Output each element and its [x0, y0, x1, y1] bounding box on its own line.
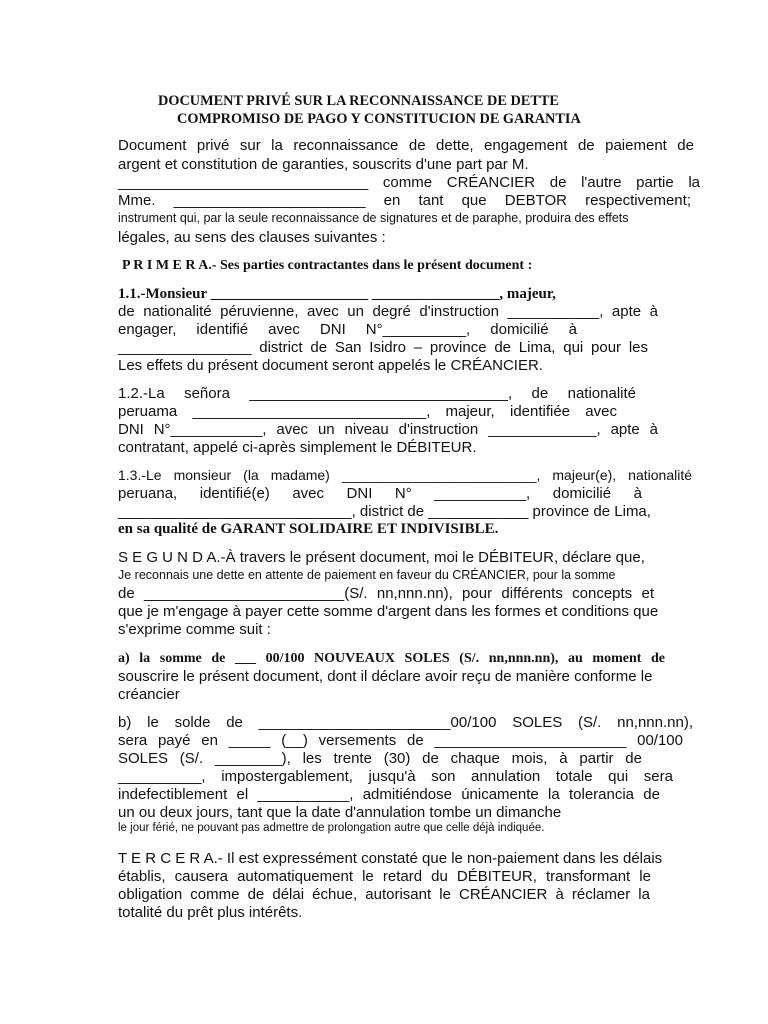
intro-line: Document privé sur la reconnaissance de dette, engagement de paiement de — [118, 137, 694, 154]
intro-line: instrument qui, par la seule reconnaissance de signatures et de paraphe, produira des effets — [118, 211, 629, 225]
title-line-1: DOCUMENT PRIVÉ SUR LA RECONNAISSANCE DE DETTE — [158, 93, 559, 109]
item-b-line: __________, impostergablement, jusqu'à son annulation totale qui sera — [118, 768, 673, 785]
segunda-line: de ________________________(S/. nn,nnn.nn), pour différents concepts et — [118, 585, 654, 602]
item-a-line: a) la somme de ___ 00/100 NOUVEAUX SOLES (S/. nn,nnn.nn), au moment de — [118, 651, 665, 666]
clause-1-2-line: peruama ____________________________, majeur, identifiée avec — [118, 403, 617, 420]
clause-1-1-line: ________________ district de San Isidro – province de Lima, qui pour les — [118, 339, 648, 356]
intro-line: légales, au sens des clauses suivantes : — [118, 229, 386, 246]
item-b-line: indefectiblement el ___________, admitiéndose únicamente la tolerancia de — [118, 786, 660, 803]
clause-1-2-line: DNI N°___________, avec un niveau d'instruction _____________, apte à — [118, 421, 658, 438]
clause-1-1-line: Les effets du présent document seront appelés le CRÉANCIER. — [118, 357, 543, 374]
item-b-line: b) le solde de _______________________00/100 SOLES (S/. nn,nnn.nn), — [118, 714, 693, 731]
clause-1-2-line: contratant, appelé ci-après simplement le DÉBITEUR. — [118, 439, 477, 456]
item-a-line: souscrire le présent document, dont il déclare avoir reçu de manière conforme le — [118, 668, 653, 685]
clause-1-2-line: 1.2.-La señora _______________________________, de nationalité — [118, 385, 636, 402]
item-b-line: le jour férié, ne pouvant pas admettre de prolongation autre que celle déjà indiquée. — [118, 822, 545, 834]
clause-1-3-line: en sa qualité de GARANT SOLIDAIRE ET INDIVISIBLE. — [118, 521, 499, 537]
item-b-line: SOLES (S/. ________), les trente (30) de chaque mois, à partir de — [118, 750, 642, 767]
item-b-line: sera payé en _____ (__) versements de _______________________ 00/100 — [118, 732, 683, 749]
clause-1-1-line: engager, identifié avec DNI N°__________, domicilié à — [118, 321, 577, 338]
tercera-line: totalité du prêt plus intérêts. — [118, 904, 303, 921]
segunda-line: que je m'engage à payer cette somme d'argent dans les formes et conditions que — [118, 603, 659, 620]
primera-heading: P R I M E R A.- Ses parties contractantes dans le présent document : — [122, 258, 533, 273]
intro-line: Mme. _______________________ en tant que DEBTOR respectivement; — [118, 192, 691, 209]
clause-1-3-line: peruana, identifié(e) avec DNI N° ___________, domicilié à — [118, 485, 642, 502]
clause-1-1-line: 1.1.-Monsieur _____________________ _________________, majeur, — [118, 286, 556, 302]
tercera-line: établis, causera automatiquement le retard du DÉBITEUR, transformant le — [118, 868, 651, 885]
intro-line: ______________________________ comme CRÉANCIER de l'autre partie la — [118, 174, 700, 191]
item-b-line: un ou deux jours, tant que la date d'annulation tombe un dimanche — [118, 804, 562, 821]
clause-1-3-line: ____________________________, district de ____________ province de Lima, — [118, 503, 651, 520]
title-line-2: COMPROMISO DE PAGO Y CONSTITUCION DE GARANTIA — [177, 111, 581, 127]
segunda-line: s'exprime comme suit : — [118, 621, 271, 638]
item-a-line: créancier — [118, 686, 180, 703]
segunda-line: Je reconnais une dette en attente de paiement en faveur du CRÉANCIER, pour la somme — [118, 568, 616, 582]
intro-line: argent et constitution de garanties, souscrits d'une part par M. — [118, 156, 529, 173]
tercera-line: obligation comme de délai échue, autorisant le CRÉANCIER à réclamer la — [118, 886, 650, 903]
clause-1-3-line: 1.3.-Le monsieur (la madame) _________________________, majeur(e), nationalité — [118, 467, 692, 483]
clause-1-1-line: de nationalité péruvienne, avec un degré d'instruction ___________, apte à — [118, 303, 658, 320]
segunda-line: S E G U N D A.-À travers le présent document, moi le DÉBITEUR, déclare que, — [118, 549, 645, 566]
tercera-line: T E R C E R A.- Il est expressément constaté que le non-paiement dans les délais — [118, 850, 663, 867]
